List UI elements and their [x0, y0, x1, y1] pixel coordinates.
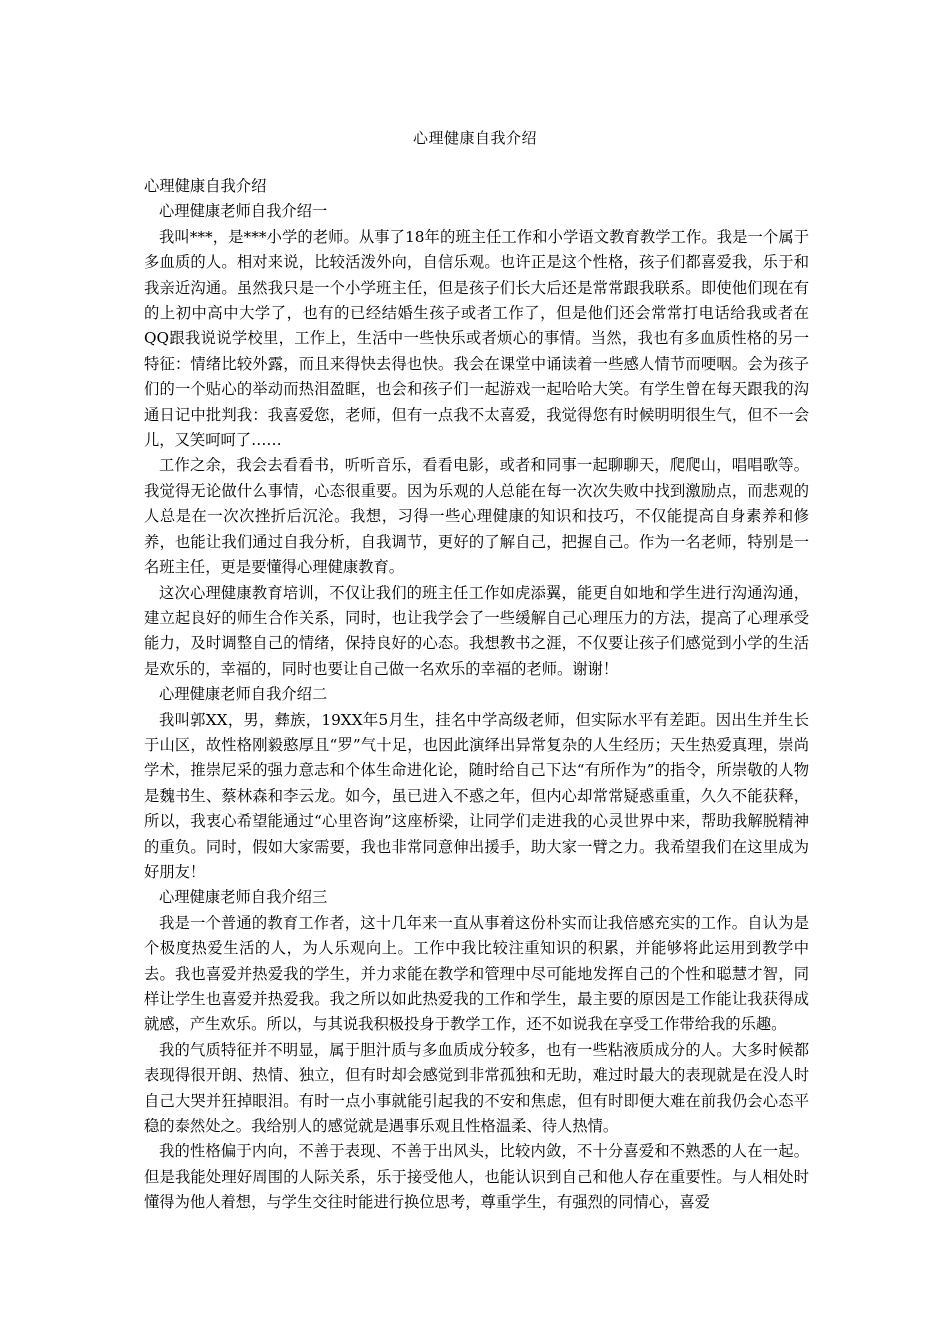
- paragraph: 我的气质特征并不明显，属于胆汁质与多血质成分较多，也有一些粘液质成分的人。大多时候都表现得很开朗、热情、独立，但有时却会感觉到非常孤独和无助，难过时最大的表现就是在没人时自己大哭并狂掉眼泪。有时一点小事就能引起我的不安和焦虑，但有时即便大难在前我仍会心态平稳的泰然处之。我给别人的感觉就是遇事乐观且性格温柔、待人热情。: [144, 1040, 809, 1136]
- document-subtitle: 心理健康自我介绍: [144, 177, 267, 195]
- paragraph: 这次心理健康教育培训，不仅让我们的班主任工作如虎添翼，能更自如地和学生进行沟通沟通，建立起良好的师生合作关系，同时，也让我学会了一些缓解自己心理压力的方法，提高了心理承受能力，及时调整自己的情绪，保持良好的心态。我想教书之涯，不仅要让孩子们感觉到小学的生活是欢乐的，幸福的，同时也要让自己做一名欢乐的幸福的老师。谢谢！: [144, 583, 809, 678]
- section-heading: 心理健康老师自我介绍一: [159, 202, 328, 221]
- section-heading: 心理健康老师自我介绍三: [159, 888, 328, 907]
- document-title: 心理健康自我介绍: [412, 129, 537, 147]
- paragraph: 我是一个普通的教育工作者，这十几年来一直从事着这份朴实而让我倍感充实的工作。自认为是个极度热爱生活的人，为人乐观向上。工作中我比较注重知识的积累，并能够将此运用到教学中去。我也喜爱并热爱我的学生，并力求能在教学和管理中尽可能地发挥自己的个性和聪慧才智，同样让学生也喜爱并热爱我。我之所以如此热爱我的工作和学生，最主要的原因是工作能让我获得成就感，产生欢乐。所以，与其说我积极投身于教学工作，还不如说我在享受工作带给我的乐趣。: [144, 913, 809, 1034]
- paragraph: 我叫***，是***小学的老师。从事了18年的班主任工作和小学语文教育教学工作。我是一个属于多血质的人。相对来说，比较活泼外向，自信乐观。也许正是这个性格，孩子们都喜爱我，乐于和我亲近沟通。虽然我只是一个小学班主任，但是孩子们长大后还是常常跟我联系。即使他们现在有的上初中高中大学了，也有的已经结婚生孩子或者工作了，但是他们还会常常打电话给我或者在QQ跟我说说学校里，工作上，生活中一些快乐或者烦心的事情。当然，我也有多血质性格的另一特征：情绪比较外露，而且来得快去得也快。我会在课堂中诵读着一些感人情节而哽咽。会为孩子们的一个贴心的举动而热泪盈眶，也会和孩子们一起游戏一起哈哈大笑。有学生曾在每天跟我的沟通日记中批判我：我喜爱您，老师，但有一点我不太喜爱，我觉得您有时候明明很生气，但不一会儿，又笑呵呵了……: [144, 227, 809, 450]
- paragraph: 我叫郭XX，男，彝族，19XX年5月生，挂名中学高级老师，但实际水平有差距。因出生并生长于山区，故性格刚毅憨厚且“罗”气十足，也因此演绎出异常复杂的人生经历；天生热爱真理，崇尚学术，推崇尼采的强力意志和个体生命进化论，随时给自己下达“有所作为”的指令，所崇敬的人物是魏书生、蔡林森和李云龙。如今，虽已进入不惑之年，但内心却常常疑惑重重，久久不能获释，所以，我衷心希望能通过“心里咨询”这座桥梁，让同学们走进我的心灵世界中来，帮助我解脱精神的重负。同时，假如大家需要，我也非常同意伸出援手，助大家一臂之力。我希望我们在这里成为好朋友！: [144, 710, 809, 881]
- paragraph: 我的性格偏于内向，不善于表现、不善于出风头，比较内敛，不十分喜爱和不熟悉的人在一起。但是我能处理好周围的人际关系，乐于接受他人，也能认识到自己和他人存在重要性。与人相处时懂得为他人着想，与学生交往时能进行换位思考，尊重学生，有强烈的同情心，喜爱: [144, 1142, 809, 1212]
- paragraph: 工作之余，我会去看看书，听听音乐，看看电影，或者和同事一起聊聊天，爬爬山，唱唱歌等。我觉得无论做什么事情，心态很重要。因为乐观的人总能在每一次次失败中找到激励点，而悲观的人总是在一次次挫折后沉沦。我想，习得一些心理健康的知识和技巧，不仅能提高自身素养和修养，也能让我们通过自我分析，自我调节，更好的了解自己，把握自己。作为一名老师，特别是一名班主任，更是要懂得心理健康教育。: [144, 456, 809, 577]
- document-body: [144, 174, 809, 1216]
- section-heading: 心理健康老师自我介绍二: [159, 685, 328, 704]
